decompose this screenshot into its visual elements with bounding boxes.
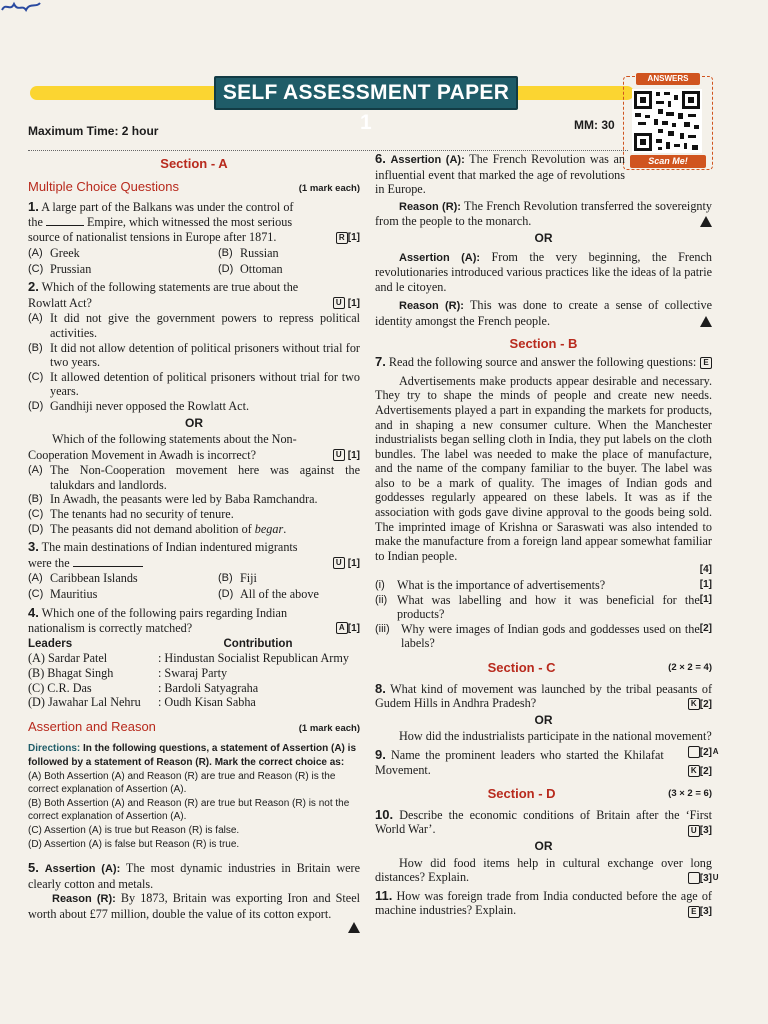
q6-alt-reason-text: This was done to create a sense of collective identity amongst the French people.	[375, 298, 713, 328]
q1-option-c[interactable]: (C) Prussian	[28, 261, 92, 276]
q2-mark: [1]	[347, 297, 360, 309]
q11-e-badge-icon: E	[688, 906, 700, 918]
q3-option-d[interactable]: (D) All of the above	[218, 587, 319, 602]
q1-text-b-pre: the	[28, 214, 43, 229]
q11-mark: [3]	[699, 906, 712, 918]
q2-text-a: Which of the following statements are true about the	[41, 280, 299, 295]
directions-text: In the following questions, a statement of Assertion (A) is followed by a statement of Reason (R). Mark the correct choice as:	[28, 743, 356, 768]
question-1	[28, 200, 360, 276]
max-time: Maximum Time: 2 hour	[28, 124, 159, 138]
q10-alt-mark: [3]	[699, 873, 712, 885]
q10-text: Describe the economic conditions of Britain after the ‘First World War’.	[375, 807, 712, 837]
q8-alt-mark: [2]	[699, 746, 712, 758]
section-d-marks: (3 × 2 = 6)	[668, 788, 712, 800]
q8-alt-a-badge-icon: A	[688, 746, 700, 758]
q9-k-badge-icon: K	[688, 765, 700, 777]
q5-number: 5.	[28, 860, 39, 876]
q9-mark: [2]	[699, 765, 712, 777]
q8-number: 8.	[375, 680, 386, 696]
section-c-heading: Section - C	[487, 660, 556, 675]
q11-number: 11.	[375, 887, 393, 903]
q5-reason-label: Reason (R):	[52, 893, 116, 906]
mcq-heading: Multiple Choice Questions	[28, 178, 180, 194]
q6-reason-label: Reason (R):	[399, 200, 461, 213]
q1-number: 1.	[28, 199, 39, 215]
question-10	[375, 806, 719, 885]
directions-label: Directions:	[28, 743, 81, 755]
q3-option-c[interactable]: (C) Mauritius	[28, 587, 98, 602]
q7-e-badge-icon: E	[700, 357, 712, 369]
question-8	[375, 680, 719, 758]
q4-col-leaders: Leaders	[28, 637, 73, 650]
q7-passage: Advertisements make products appear desirable and necessary. They try to shape the minds of people and create new needs. Advertisements played a part in expanding the markets for products, and in shaping a new consumer culture. When the Manchester industrialists began selling cloth in India, they put labels on the cloth bundles. The label was needed to make the place of manufacture, and the name of the company familiar to the buyer. The label was also to be a mark of quality. The images of Indian gods and goddesses regularly appeared on these labels. It was as if the association with gods gave divine approval to the goods being sold. The imprinted image of Krishna or Saraswati was also intended to make the manufacture from a foreign land appear somewhat familiar to Indian people.	[375, 373, 712, 563]
q6-alt-assertion	[375, 250, 712, 295]
q4-number: 4.	[28, 604, 39, 620]
q6-or: OR	[534, 230, 553, 245]
question-5	[28, 861, 360, 932]
q3-text-a: The main destinations of Indian indentured migrants	[41, 540, 298, 555]
q3-u-badge-icon: U	[333, 557, 345, 569]
question-6	[375, 152, 625, 197]
q4-pair-d[interactable]: (D) Jawahar Lal Nehru : Oudh Kisan Sabha	[28, 695, 256, 710]
qr-answers-label: ANSWERS	[636, 73, 700, 85]
section-d-heading: Section - D	[487, 786, 556, 802]
q2-number: 2.	[28, 279, 39, 295]
ar-heading-row	[28, 720, 360, 737]
ar-directions	[28, 742, 360, 851]
q2-alt-mark: [1]	[347, 449, 360, 461]
q6-assertion-text: The French Revolution was an influential event that marked the age of revolutions in Europe.	[375, 152, 625, 197]
question-11	[375, 889, 712, 918]
q2-option-b[interactable]: (B) It did not allow detention of political prisoners without trial for two years.	[28, 340, 360, 370]
q9-number: 9.	[375, 746, 386, 762]
question-7	[375, 355, 712, 651]
q3-option-a[interactable]: (A) Caribbean Islands	[28, 571, 138, 586]
section-a-heading: Section - A	[160, 156, 228, 171]
page-title: SELF ASSESSMENT PAPER 1	[214, 76, 518, 110]
q5-a-level-icon	[348, 922, 360, 933]
q4-text-a: Which one of the following pairs regarding Indian	[41, 605, 288, 620]
q3-text-b: were the	[28, 555, 70, 570]
q7-sub-i: (i) What is the importance of advertisements? [1]	[375, 578, 712, 593]
q2-alt-option-c[interactable]: (C) The tenants had no security of tenure.	[28, 507, 234, 522]
qr-scan-label: Scan Me!	[630, 155, 706, 168]
q6-alt-a-level-icon	[700, 316, 712, 327]
ar-marks: (1 mark each)	[298, 722, 360, 734]
q2-text-b: Rowlatt Act?	[28, 295, 92, 310]
q5-assertion-label: Assertion (A):	[44, 863, 121, 876]
q8-text: What kind of movement was launched by the tribal peasants of Gudem Hills in Andhra Pradesh?	[375, 681, 713, 711]
q6-alt-reason	[375, 298, 712, 328]
q1-text-c: source of nationalist tensions in Europe after 1871.	[28, 230, 277, 245]
q2-or: OR	[185, 415, 203, 430]
mcq-marks: (1 mark each)	[298, 182, 360, 194]
question-4	[28, 606, 360, 710]
directions-option-a: (A) Both Assertion (A) and Reason (R) are true and Reason (R) is the correct explanation of Assertion (A).	[28, 770, 336, 796]
left-column	[28, 157, 360, 933]
q2-alt-text-b: Cooperation Movement in Awadh is incorrect?	[28, 447, 257, 462]
q3-number: 3.	[28, 539, 39, 555]
q2-u-badge-icon: U	[333, 297, 345, 309]
q2-option-d[interactable]: (D) Gandhiji never opposed the Rowlatt Act.	[28, 398, 250, 413]
q4-col-contribution: Contribution	[223, 637, 293, 650]
q9-text: Name the prominent leaders who started the Khilafat Movement.	[375, 747, 664, 777]
section-d-heading-row	[375, 787, 712, 802]
section-c-marks: (2 × 2 = 4)	[668, 662, 712, 673]
q6-assertion-label: Assertion (A):	[390, 154, 465, 166]
q8-alt-text: How did the industrialists participate in the national movement?	[399, 729, 712, 744]
q2-option-a[interactable]: (A) It did not give the government powers to repress political activities.	[28, 311, 360, 340]
directions-option-c: (C) Assertion (A) is true but Reason (R) is false.	[28, 824, 240, 836]
q1-r-badge-icon: R	[336, 232, 348, 244]
q3-mark: [1]	[347, 557, 360, 569]
q10-u-badge-icon: U	[688, 825, 700, 837]
q8-mark: [2]	[699, 699, 712, 711]
q4-mark: [1]	[347, 623, 360, 635]
q6-a-level-icon	[700, 216, 712, 227]
q1-text-b-post: Empire, which witnessed the most serious	[86, 214, 293, 229]
q2-alt-u-badge-icon: U	[333, 449, 345, 461]
q7-text: Read the following source and answer the following questions:	[388, 355, 697, 370]
q4-text-b: nationalism is correctly matched?	[28, 621, 193, 636]
q3-blank	[73, 566, 143, 567]
q2-alt-text-a: Which of the following statements about the Non-	[52, 432, 297, 447]
q5-assertion-text: The most dynamic industries in Britain were clearly cotton and metals.	[28, 861, 360, 891]
q10-or: OR	[534, 838, 553, 853]
directions-option-d: (D) Assertion (A) is false but Reason (R) is true.	[28, 838, 240, 850]
q6-reason	[375, 199, 712, 229]
q1-mark: [1]	[347, 232, 360, 244]
q10-mark: [3]	[699, 825, 712, 837]
q1-option-d[interactable]: (D) Ottoman	[218, 261, 283, 276]
q4-pair-a[interactable]: (A) Sardar Patel : Hindustan Socialist Republican Army	[28, 651, 349, 666]
q7-passage-mark: [4]	[699, 564, 712, 576]
q6-reason-text: The French Revolution transferred the sovereignty from the people to the monarch.	[375, 198, 712, 229]
header-divider	[28, 150, 628, 151]
q3-option-b[interactable]: (B) Fiji	[218, 571, 257, 586]
q10-number: 10.	[375, 806, 394, 822]
section-c-heading-row	[375, 661, 712, 676]
q6-alt-assertion-text: From the very beginning, the French revolutionaries introduced various practices like the ideas of la patrie and le citoyen.	[375, 249, 712, 294]
q1-option-a[interactable]: (A) Greek	[28, 245, 80, 260]
q1-text-a: A large part of the Balkans was under the control of	[41, 200, 294, 215]
q6-number: 6.	[375, 151, 386, 166]
question-3	[28, 540, 360, 601]
ar-heading: Assertion and Reason	[28, 718, 156, 734]
q4-pair-b[interactable]: (B) Bhagat Singh : Swaraj Party	[28, 666, 228, 680]
q2-alt-option-d[interactable]: (D) The peasants did not demand abolition of begar.	[28, 521, 287, 536]
q6-alt-assertion-label: Assertion (A):	[399, 251, 481, 264]
question-9	[375, 748, 712, 777]
q2-alt-option-a[interactable]: (A) The Non-Cooperation movement here was against the talukdars and landlords.	[28, 463, 360, 492]
q7-sub-ii: (ii) What was labelling and how it was beneficial for the products? [1]	[375, 592, 712, 622]
q1-option-b[interactable]: (B) Russian	[218, 245, 279, 260]
q6-alt-reason-label: Reason (R):	[399, 300, 464, 313]
top-handwriting-fragment	[0, 0, 768, 14]
q11-text: How was foreign trade from India conducted before the age of machine industries? Explain.	[375, 888, 712, 918]
q8-or: OR	[534, 712, 553, 727]
q10-alt-u-badge-icon: U	[688, 872, 700, 884]
q2-option-c[interactable]: (C) It allowed detention of political prisoners without trial for two years.	[28, 369, 360, 399]
qr-code-icon[interactable]	[632, 89, 702, 153]
q4-pair-c[interactable]: (C) C.R. Das : Bardoli Satyagraha	[28, 680, 259, 695]
q4-a-badge-icon: A	[336, 622, 348, 634]
question-2	[28, 280, 360, 536]
q7-number: 7.	[375, 354, 386, 370]
directions-option-b: (B) Both Assertion (A) and Reason (R) are true but Reason (R) is not the correct explanation of Assertion (A).	[28, 797, 350, 823]
q8-k-badge-icon: K	[688, 698, 700, 710]
mcq-heading-row	[28, 180, 360, 197]
q2-alt-option-b[interactable]: (B) In Awadh, the peasants were led by Baba Ramchandra.	[28, 492, 318, 507]
q10-alt-text: How did food items help in cultural exchange over long distances? Explain.	[375, 855, 712, 885]
max-marks: MM: 30	[574, 118, 615, 132]
right-column	[375, 151, 719, 920]
q7-sub-iii: (iii) Why were images of Indian gods and goddesses used on the labels? [2]	[375, 621, 712, 651]
q5-reason-text: By 1873, Britain was exporting Iron and Steel worth about £77 million, double the value of its cotton export.	[28, 891, 360, 921]
section-b-heading: Section - B	[509, 335, 578, 351]
q1-blank	[46, 225, 84, 226]
